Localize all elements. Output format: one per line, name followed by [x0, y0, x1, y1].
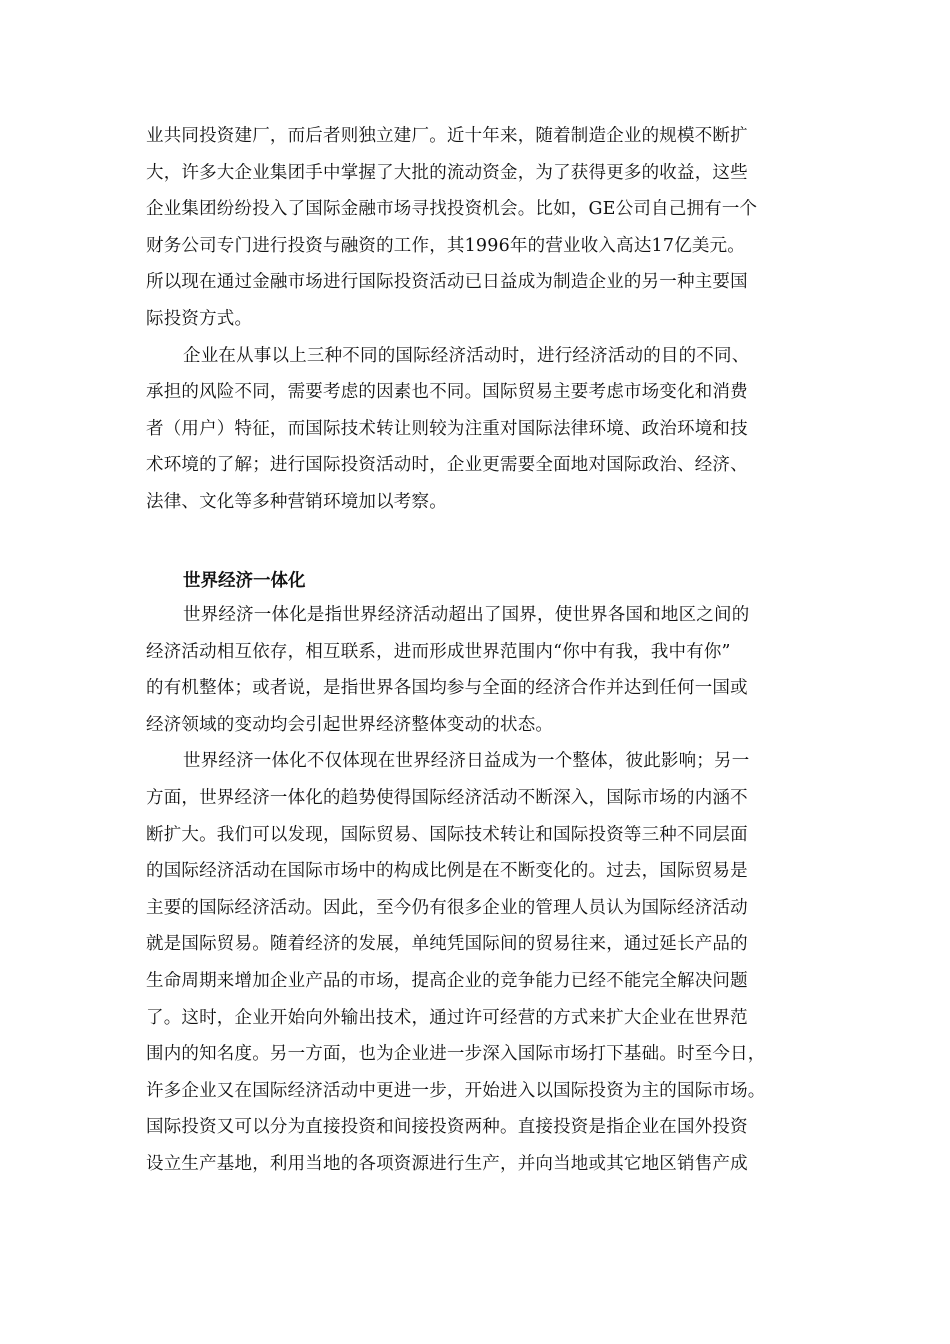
text-line: 就是国际贸易。随着经济的发展，单纯凭国际间的贸易往来，通过延长产品的: [146, 934, 748, 955]
text-line: 经济领域的变动均会引起世界经济整体变动的状态。: [146, 714, 554, 735]
text-line: 世界经济一体化是指世界经济活动超出了国界，使世界各国和地区之间的: [183, 605, 750, 625]
text-line: 围内的知名度。另一方面，也为企业进一步深入国际市场打下基础。时至今日，: [146, 1044, 766, 1065]
text-line: 世界经济一体化不仅体现在世界经济日益成为一个整体，彼此影响；另一: [183, 751, 750, 772]
text-line: 方面，世界经济一体化的趋势使得国际经济活动不断深入，国际市场的内涵不: [146, 787, 748, 808]
text-line: 断扩大。我们可以发现，国际贸易、国际技术转让和国际投资等三种不同层面: [146, 824, 748, 845]
text-line: 了。这时，企业开始向外输出技术，通过许可经营的方式来扩大企业在世界范: [146, 1007, 748, 1028]
text-line: 者（用户）特征，而国际技术转让则较为注重对国际法律环境、政治环境和技: [146, 418, 748, 439]
text-line: 许多企业又在国际经济活动中更进一步，开始进入以国际投资为主的国际市场。: [146, 1080, 766, 1101]
text-line: 所以现在通过金融市场进行国际投资活动已日益成为制造企业的另一种主要国: [146, 272, 748, 293]
text-line: 企业集团纷纷投入了国际金融市场寻找投资机会。比如，GE公司自己拥有一个: [146, 199, 758, 220]
paragraph-market-evolution: [146, 743, 806, 1182]
text-line: 国际投资又可以分为直接投资和间接投资两种。直接投资是指企业在国外投资: [146, 1117, 748, 1138]
text-line: 的国际经济活动在国际市场中的构成比例是在不断变化的。过去，国际贸易是: [146, 861, 748, 882]
text-line: 业共同投资建厂，而后者则独立建厂。近十年来，随着制造企业的规模不断扩: [146, 126, 748, 146]
text-line: 企业在从事以上三种不同的国际经济活动时，进行经济活动的目的不同、: [183, 345, 750, 366]
text-line: 的有机整体；或者说，是指世界各国均参与全面的经济合作并达到任何一国或: [146, 678, 748, 699]
text-line: 承担的风险不同，需要考虑的因素也不同。国际贸易主要考虑市场变化和消费: [146, 382, 748, 403]
paragraph-definition: [146, 597, 806, 743]
text-line: 法律、文化等多种营销环境加以考察。: [146, 491, 447, 512]
paragraph-continuation: [146, 118, 806, 338]
text-line: 术环境的了解；进行国际投资活动时，企业更需要全面地对国际政治、经济、: [146, 455, 748, 476]
section-heading: 世界经济一体化: [183, 571, 306, 591]
text-line: 大，许多大企业集团手中掌握了大批的流动资金，为了获得更多的收益，这些: [146, 162, 748, 183]
text-line: 财务公司专门进行投资与融资的工作，其1996年的营业收入高达17亿美元。: [146, 235, 746, 256]
text-line: 经济活动相互依存，相互联系，进而形成世界范围内“你中有我，我中有你”: [146, 641, 731, 662]
text-line: 主要的国际经济活动。因此，至今仍有很多企业的管理人员认为国际经济活动: [146, 897, 748, 918]
text-line: 设立生产基地，利用当地的各项资源进行生产，并向当地或其它地区销售产成: [146, 1153, 748, 1174]
text-line: 际投资方式。: [146, 308, 253, 329]
paragraph-risk-factors: [146, 338, 806, 521]
text-line: 生命周期来增加企业产品的市场，提高企业的竞争能力已经不能完全解决问题: [146, 970, 748, 991]
